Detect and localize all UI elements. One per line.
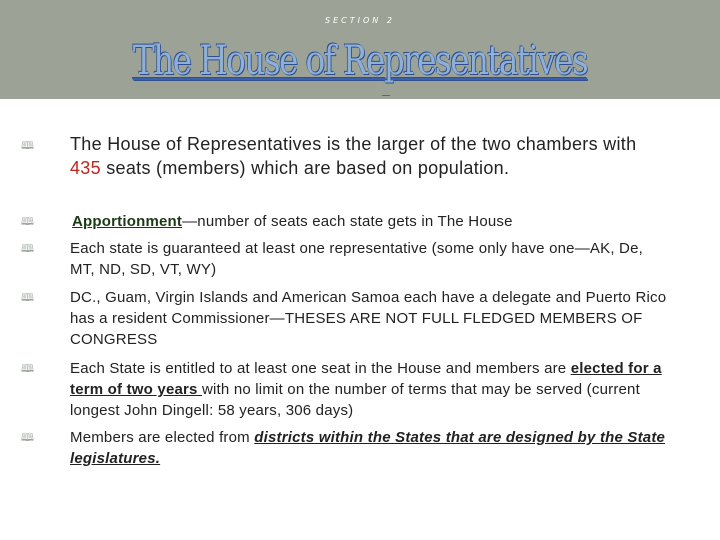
bullet-text: Each state is guaranteed at least one representative (some only have one—AK, De, MT, ND, SD, VT, WY): [70, 240, 643, 278]
open-book-icon: 🕮: [21, 292, 34, 304]
bullet-text-part: Each State is entitled to at least one seat in the House and members are: [70, 360, 571, 377]
bullet-text: [72, 211, 672, 232]
bullet-text-part: with no limit on the number of terms that may be served (current longest John Dingell: 58 years, 306 days): [70, 381, 640, 419]
apportionment-term: Apportionment: [72, 213, 183, 230]
bullet-text: DC., Guam, Virgin Islands and American Samoa each have a delegate and Puerto Rico has a resident Commissioner—THESES ARE NOT FULL FLEDGED MEMBERS OF CONGRESS: [70, 289, 667, 348]
bullet-text: [70, 358, 670, 421]
bullet-text-part: seats (members) which are based on population.: [100, 158, 510, 178]
open-book-icon: 🕮: [21, 140, 34, 152]
section-label: SECTION 2: [325, 16, 395, 25]
open-book-icon: 🕮: [21, 243, 34, 255]
house-term: The House of Representatives: [70, 134, 322, 154]
open-book-icon: 🕮: [21, 432, 34, 444]
bullet-text-part: —number of seats each state gets in The House: [182, 213, 513, 230]
districts-emphasis: districts within the States that are designed by the State legislatures.: [70, 429, 666, 467]
seat-count: 435: [70, 158, 101, 178]
bullet-text-part: Members are elected from: [70, 429, 255, 446]
slide-title: The House of Representatives: [132, 38, 588, 84]
open-book-icon: 🕮: [21, 363, 34, 375]
bullet-text: [70, 132, 670, 180]
bullet-text: [70, 427, 670, 469]
term-length-emphasis: elected for a term of two years: [70, 360, 662, 398]
open-book-icon: 🕮: [21, 216, 34, 228]
bullet-text-part: is the larger of the two chambers with: [321, 134, 637, 154]
